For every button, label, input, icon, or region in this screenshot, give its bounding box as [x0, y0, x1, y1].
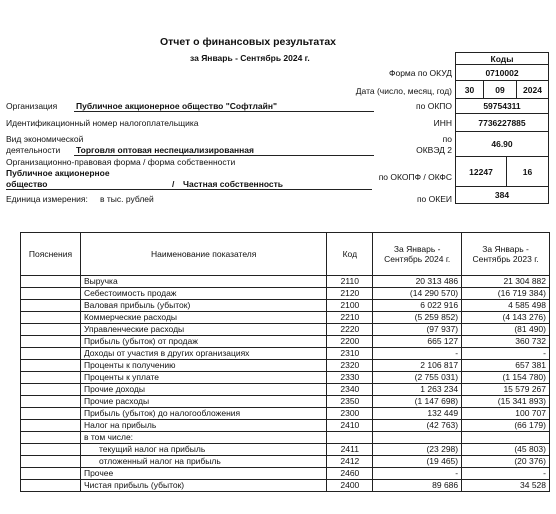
row-current-value: (42 763): [373, 420, 462, 432]
row-previous-value: (45 803): [462, 444, 550, 456]
row-note-cell: [21, 444, 81, 456]
okei-value: 384: [455, 186, 549, 204]
row-current-value: (2 755 031): [373, 372, 462, 384]
row-name: Чистая прибыль (убыток): [80, 480, 326, 492]
row-previous-value: 360 732: [462, 336, 550, 348]
row-name: Управленческие расходы: [80, 324, 326, 336]
row-name: Прибыль (убыток) до налогообложения: [80, 408, 326, 420]
col-name-header: Наименование показателя: [80, 233, 326, 276]
okud-label: Форма по ОКУД: [389, 68, 452, 78]
row-note-cell: [21, 456, 81, 468]
row-name: Налог на прибыль: [80, 420, 326, 432]
date-day: 30: [455, 80, 484, 99]
table-row: [21, 372, 550, 384]
row-current-value: 20 313 486: [373, 276, 462, 288]
financial-results-table: [20, 232, 550, 492]
row-note-cell: [21, 276, 81, 288]
table-row: [21, 480, 550, 492]
table-row: [21, 336, 550, 348]
table-row: [21, 432, 550, 444]
row-name: Доходы от участия в других организациях: [80, 348, 326, 360]
row-note-cell: [21, 384, 81, 396]
row-current-value: (23 298): [373, 444, 462, 456]
col-code-header: Код: [327, 233, 373, 276]
row-current-value: (1 147 698): [373, 396, 462, 408]
row-name: Прибыль (убыток) от продаж: [80, 336, 326, 348]
row-name: Прочее: [80, 468, 326, 480]
row-previous-value: 34 528: [462, 480, 550, 492]
ownership-underline: [6, 189, 372, 190]
okpo-value: 59754311: [455, 98, 549, 114]
row-name: Валовая прибыль (убыток): [80, 300, 326, 312]
row-note-cell: [21, 480, 81, 492]
row-code: 2330: [327, 372, 373, 384]
row-code: 2410: [327, 420, 373, 432]
table-row: [21, 324, 550, 336]
row-note-cell: [21, 468, 81, 480]
row-note-cell: [21, 300, 81, 312]
row-previous-value: (4 143 276): [462, 312, 550, 324]
row-name: в том числе:: [80, 432, 326, 444]
okfs-value: 16: [506, 156, 549, 187]
row-note-cell: [21, 336, 81, 348]
row-note-cell: [21, 312, 81, 324]
row-name: Прочие доходы: [80, 384, 326, 396]
row-code: 2412: [327, 456, 373, 468]
report-period: за Январь - Сентябрь 2024 г.: [190, 53, 310, 63]
table-row: [21, 384, 550, 396]
org-label: Организация: [6, 101, 58, 111]
ownership-value: Частная собственность: [183, 179, 284, 189]
okved-label-1: по: [442, 134, 452, 144]
row-code: 2110: [327, 276, 373, 288]
row-previous-value: -: [462, 348, 550, 360]
row-current-value: -: [373, 468, 462, 480]
table-row: [21, 348, 550, 360]
inn-code-label: ИНН: [433, 118, 452, 128]
table-row: [21, 456, 550, 468]
row-code: 2100: [327, 300, 373, 312]
legal-form-1: Публичное акционерное: [6, 168, 110, 178]
date-month: 09: [483, 80, 517, 99]
row-note-cell: [21, 420, 81, 432]
row-note-cell: [21, 408, 81, 420]
row-name: Прочие расходы: [80, 396, 326, 408]
row-name: Выручка: [80, 276, 326, 288]
row-code: 2220: [327, 324, 373, 336]
org-underline: [74, 111, 374, 112]
table-row: [21, 312, 550, 324]
row-current-value: 1 263 234: [373, 384, 462, 396]
unit-label: Единица измерения:: [6, 194, 88, 204]
activity-value: Торговля оптовая неспециализированная: [76, 145, 254, 155]
row-current-value: (97 937): [373, 324, 462, 336]
table-row: [21, 444, 550, 456]
row-code: 2200: [327, 336, 373, 348]
table-row: [21, 396, 550, 408]
org-name: Публичное акционерное общество "Софтлайн": [76, 101, 277, 111]
row-note-cell: [21, 288, 81, 300]
row-previous-value: -: [462, 468, 550, 480]
row-code: 2320: [327, 360, 373, 372]
activity-label-1: Вид экономической: [6, 134, 84, 144]
activity-label-2: деятельности: [6, 145, 61, 155]
okved-label-2: ОКВЭД 2: [416, 145, 452, 155]
row-previous-value: (1 154 780): [462, 372, 550, 384]
row-code: 2340: [327, 384, 373, 396]
row-name: Проценты к уплате: [80, 372, 326, 384]
table-header-row: [21, 233, 550, 276]
date-label: Дата (число, месяц, год): [355, 86, 452, 96]
row-current-value: (14 290 570): [373, 288, 462, 300]
row-code: 2350: [327, 396, 373, 408]
row-previous-value: (66 179): [462, 420, 550, 432]
col-current-header: [373, 233, 462, 276]
inn-value: 7736227885: [455, 113, 549, 132]
row-note-cell: [21, 348, 81, 360]
table-row: [21, 408, 550, 420]
row-current-value: 6 022 916: [373, 300, 462, 312]
row-previous-value: 21 304 882: [462, 276, 550, 288]
ownership-separator: /: [172, 179, 175, 189]
row-code: 2411: [327, 444, 373, 456]
table-row: [21, 360, 550, 372]
col-previous-header-line-1: За Январь -: [482, 244, 529, 254]
row-name: Проценты к получению: [80, 360, 326, 372]
legal-form-2: общество: [6, 179, 48, 189]
codes-heading: Коды: [455, 52, 549, 65]
col-previous-header-line-2: Сентябрь 2023 г.: [472, 254, 539, 264]
inn-label: Идентификационный номер налогоплательщика: [6, 118, 199, 128]
activity-underline: [74, 155, 374, 156]
col-previous-header: [462, 233, 550, 276]
row-previous-value: 657 381: [462, 360, 550, 372]
table-row: [21, 276, 550, 288]
report-title: Отчет о финансовых результатах: [160, 36, 337, 48]
row-name: Коммерческие расходы: [80, 312, 326, 324]
unit-value: в тыс. рублей: [100, 194, 154, 204]
row-code: 2400: [327, 480, 373, 492]
row-previous-value: (81 490): [462, 324, 550, 336]
row-name: отложенный налог на прибыль: [80, 456, 326, 468]
row-previous-value: (15 341 893): [462, 396, 550, 408]
okved-value: 46.90: [455, 131, 549, 157]
col-current-header-line-1: За Январь -: [393, 244, 441, 254]
row-current-value: 665 127: [373, 336, 462, 348]
legal-form-label: Организационно-правовая форма / форма собственности: [6, 157, 236, 167]
row-note-cell: [21, 324, 81, 336]
row-current-value: -: [373, 348, 462, 360]
row-note-cell: [21, 396, 81, 408]
row-code: [327, 432, 373, 444]
row-name: текущий налог на прибыль: [80, 444, 326, 456]
row-current-value: (19 465): [373, 456, 462, 468]
okopf-label: по ОКОПФ / ОКФС: [378, 172, 452, 182]
row-current-value: 132 449: [373, 408, 462, 420]
row-current-value: [373, 432, 462, 444]
row-previous-value: 100 707: [462, 408, 550, 420]
row-previous-value: 15 579 267: [462, 384, 550, 396]
table-row: [21, 288, 550, 300]
row-note-cell: [21, 360, 81, 372]
row-current-value: 2 106 817: [373, 360, 462, 372]
row-code: 2120: [327, 288, 373, 300]
row-code: 2310: [327, 348, 373, 360]
row-previous-value: (16 719 384): [462, 288, 550, 300]
okud-value: 0710002: [455, 64, 549, 81]
okei-label: по ОКЕИ: [416, 194, 452, 204]
row-code: 2460: [327, 468, 373, 480]
col-notes-header: Пояснения: [21, 233, 81, 276]
row-previous-value: (20 376): [462, 456, 550, 468]
row-name: Себестоимость продаж: [80, 288, 326, 300]
row-note-cell: [21, 372, 81, 384]
row-note-cell: [21, 432, 81, 444]
row-previous-value: [462, 432, 550, 444]
row-code: 2300: [327, 408, 373, 420]
table-row: [21, 468, 550, 480]
date-year: 2024: [516, 80, 549, 99]
col-current-header-line-2: Сентябрь 2024 г.: [384, 254, 451, 264]
okpo-label: по ОКПО: [416, 101, 452, 111]
table-row: [21, 300, 550, 312]
row-code: 2210: [327, 312, 373, 324]
table-row: [21, 420, 550, 432]
row-current-value: (5 259 852): [373, 312, 462, 324]
okopf-value: 12247: [455, 156, 507, 187]
row-current-value: 89 686: [373, 480, 462, 492]
row-previous-value: 4 585 498: [462, 300, 550, 312]
